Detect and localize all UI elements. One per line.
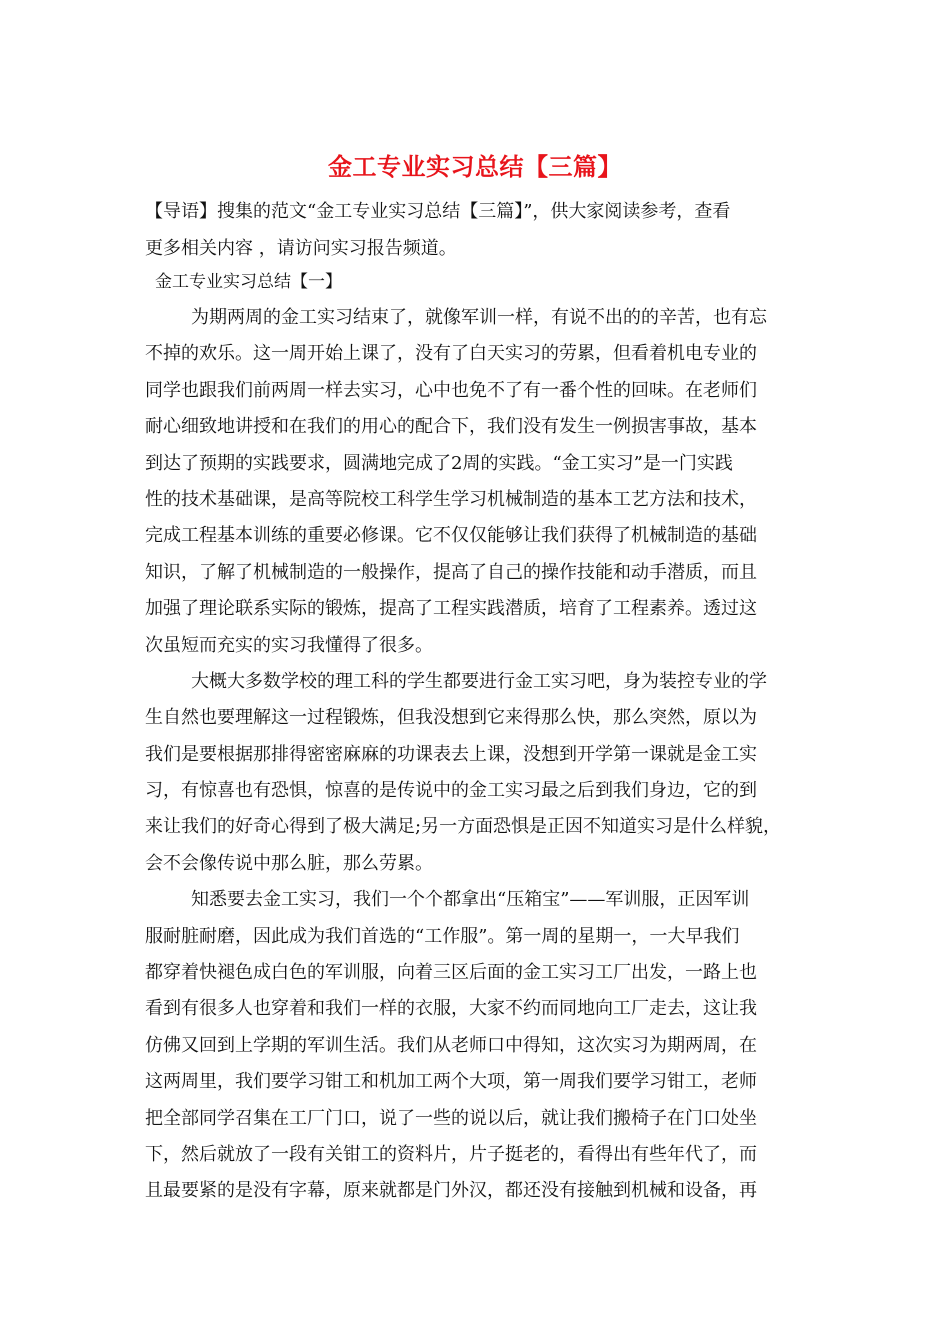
paragraph-line: 次虽短而充实的实习我懂得了很多。 bbox=[145, 634, 433, 656]
paragraph-line: 为期两周的金工实习结束了，就像军训一样，有说不出的的辛苦，也有忘 bbox=[191, 307, 767, 328]
intro-line: 【导语】搜集的范文“金工专业实习总结【三篇】”，供大家阅读参考，查看 bbox=[145, 201, 731, 222]
paragraph-line: 完成工程基本训练的重要必修课。它不仅仅能够让我们获得了机械制造的基础 bbox=[145, 525, 757, 547]
paragraph-line: 同学也跟我们前两周一样去实习，心中也免不了有一番个性的回味。在老师们 bbox=[145, 379, 757, 401]
paragraph-line: 看到有很多人也穿着和我们一样的衣服，大家不约而同地向工厂走去，这让我 bbox=[145, 998, 757, 1020]
paragraph-line: 仿佛又回到上学期的军训生活。我们从老师口中得知，这次实习为期两周，在 bbox=[145, 1034, 757, 1056]
paragraph-line: 性的技术基础课，是高等院校工科学生学习机械制造的基本工艺方法和技术， bbox=[145, 488, 757, 510]
intro-paragraph bbox=[145, 193, 825, 267]
paragraph-line: 知识，了解了机械制造的一般操作，提高了自己的操作技能和动手潜质，而且 bbox=[145, 561, 757, 583]
paragraph-line: 到达了预期的实践要求，圆满地完成了2周的实践。“金工实习”是一门实践 bbox=[145, 452, 733, 474]
document-title: 金工专业实习总结【三篇】 bbox=[328, 152, 622, 181]
paragraph-line: 我们是要根据那排得密密麻麻的功课表去上课，没想到开学第一课就是金工实 bbox=[145, 743, 757, 765]
intro-line: 更多相关内容 ，请访问实习报告频道。 bbox=[145, 238, 457, 259]
paragraph-line: 都穿着快褪色成白色的军训服，向着三区后面的金工实习工厂出发，一路上也 bbox=[145, 962, 757, 984]
paragraph-line: 大概大多数学校的理工科的学生都要进行金工实习吧，身为装控专业的学 bbox=[191, 670, 767, 692]
paragraph-line: 加强了理论联系实际的锻炼，提高了工程实践潜质，培育了工程素养。透过这 bbox=[145, 598, 757, 620]
paragraph-line: 把全部同学召集在工厂门口，说了一些的说以后，就让我们搬椅子在门口处坐 bbox=[145, 1107, 757, 1129]
paragraph-line: 这两周里，我们要学习钳工和机加工两个大项，第一周我们要学习钳工，老师 bbox=[145, 1071, 757, 1093]
paragraph-line: 服耐脏耐磨，因此成为我们首选的“工作服”。第一周的星期一，一大早我们 bbox=[145, 925, 740, 947]
paragraph-line: 且最要紧的是没有字幕，原来就都是门外汉，都还没有接触到机械和设备，再 bbox=[145, 1180, 757, 1202]
paragraph-line: 来让我们的好奇心得到了极大满足;另一方面恐惧是正因不知道实习是什么样貌， bbox=[145, 816, 782, 838]
paragraph-line: 不掉的欢乐。这一周开始上课了，没有了白天实习的劳累，但看着机电专业的 bbox=[145, 343, 757, 365]
paragraph-line: 耐心细致地讲授和在我们的用心的配合下，我们没有发生一例损害事故，基本 bbox=[145, 416, 757, 438]
paragraph-line: 知悉要去金工实习，我们一个个都拿出“压箱宝”——军训服，正因军训 bbox=[191, 889, 750, 911]
paragraph-line: 下，然后就放了一段有关钳工的资料片，片子挺老的，看得出有些年代了，而 bbox=[145, 1143, 757, 1165]
paragraph-line: 生自然也要理解这一过程锻炼，但我没想到它来得那么快，那么突然，原以为 bbox=[145, 707, 757, 729]
paragraph-line: 会不会像传说中那么脏，那么劳累。 bbox=[145, 852, 433, 874]
paragraph-line: 习，有惊喜也有恐惧，惊喜的是传说中的金工实习最之后到我们身边，它的到 bbox=[145, 780, 757, 802]
section-heading: 金工专业实习总结【一】 bbox=[155, 272, 342, 292]
body-text bbox=[145, 300, 825, 1210]
